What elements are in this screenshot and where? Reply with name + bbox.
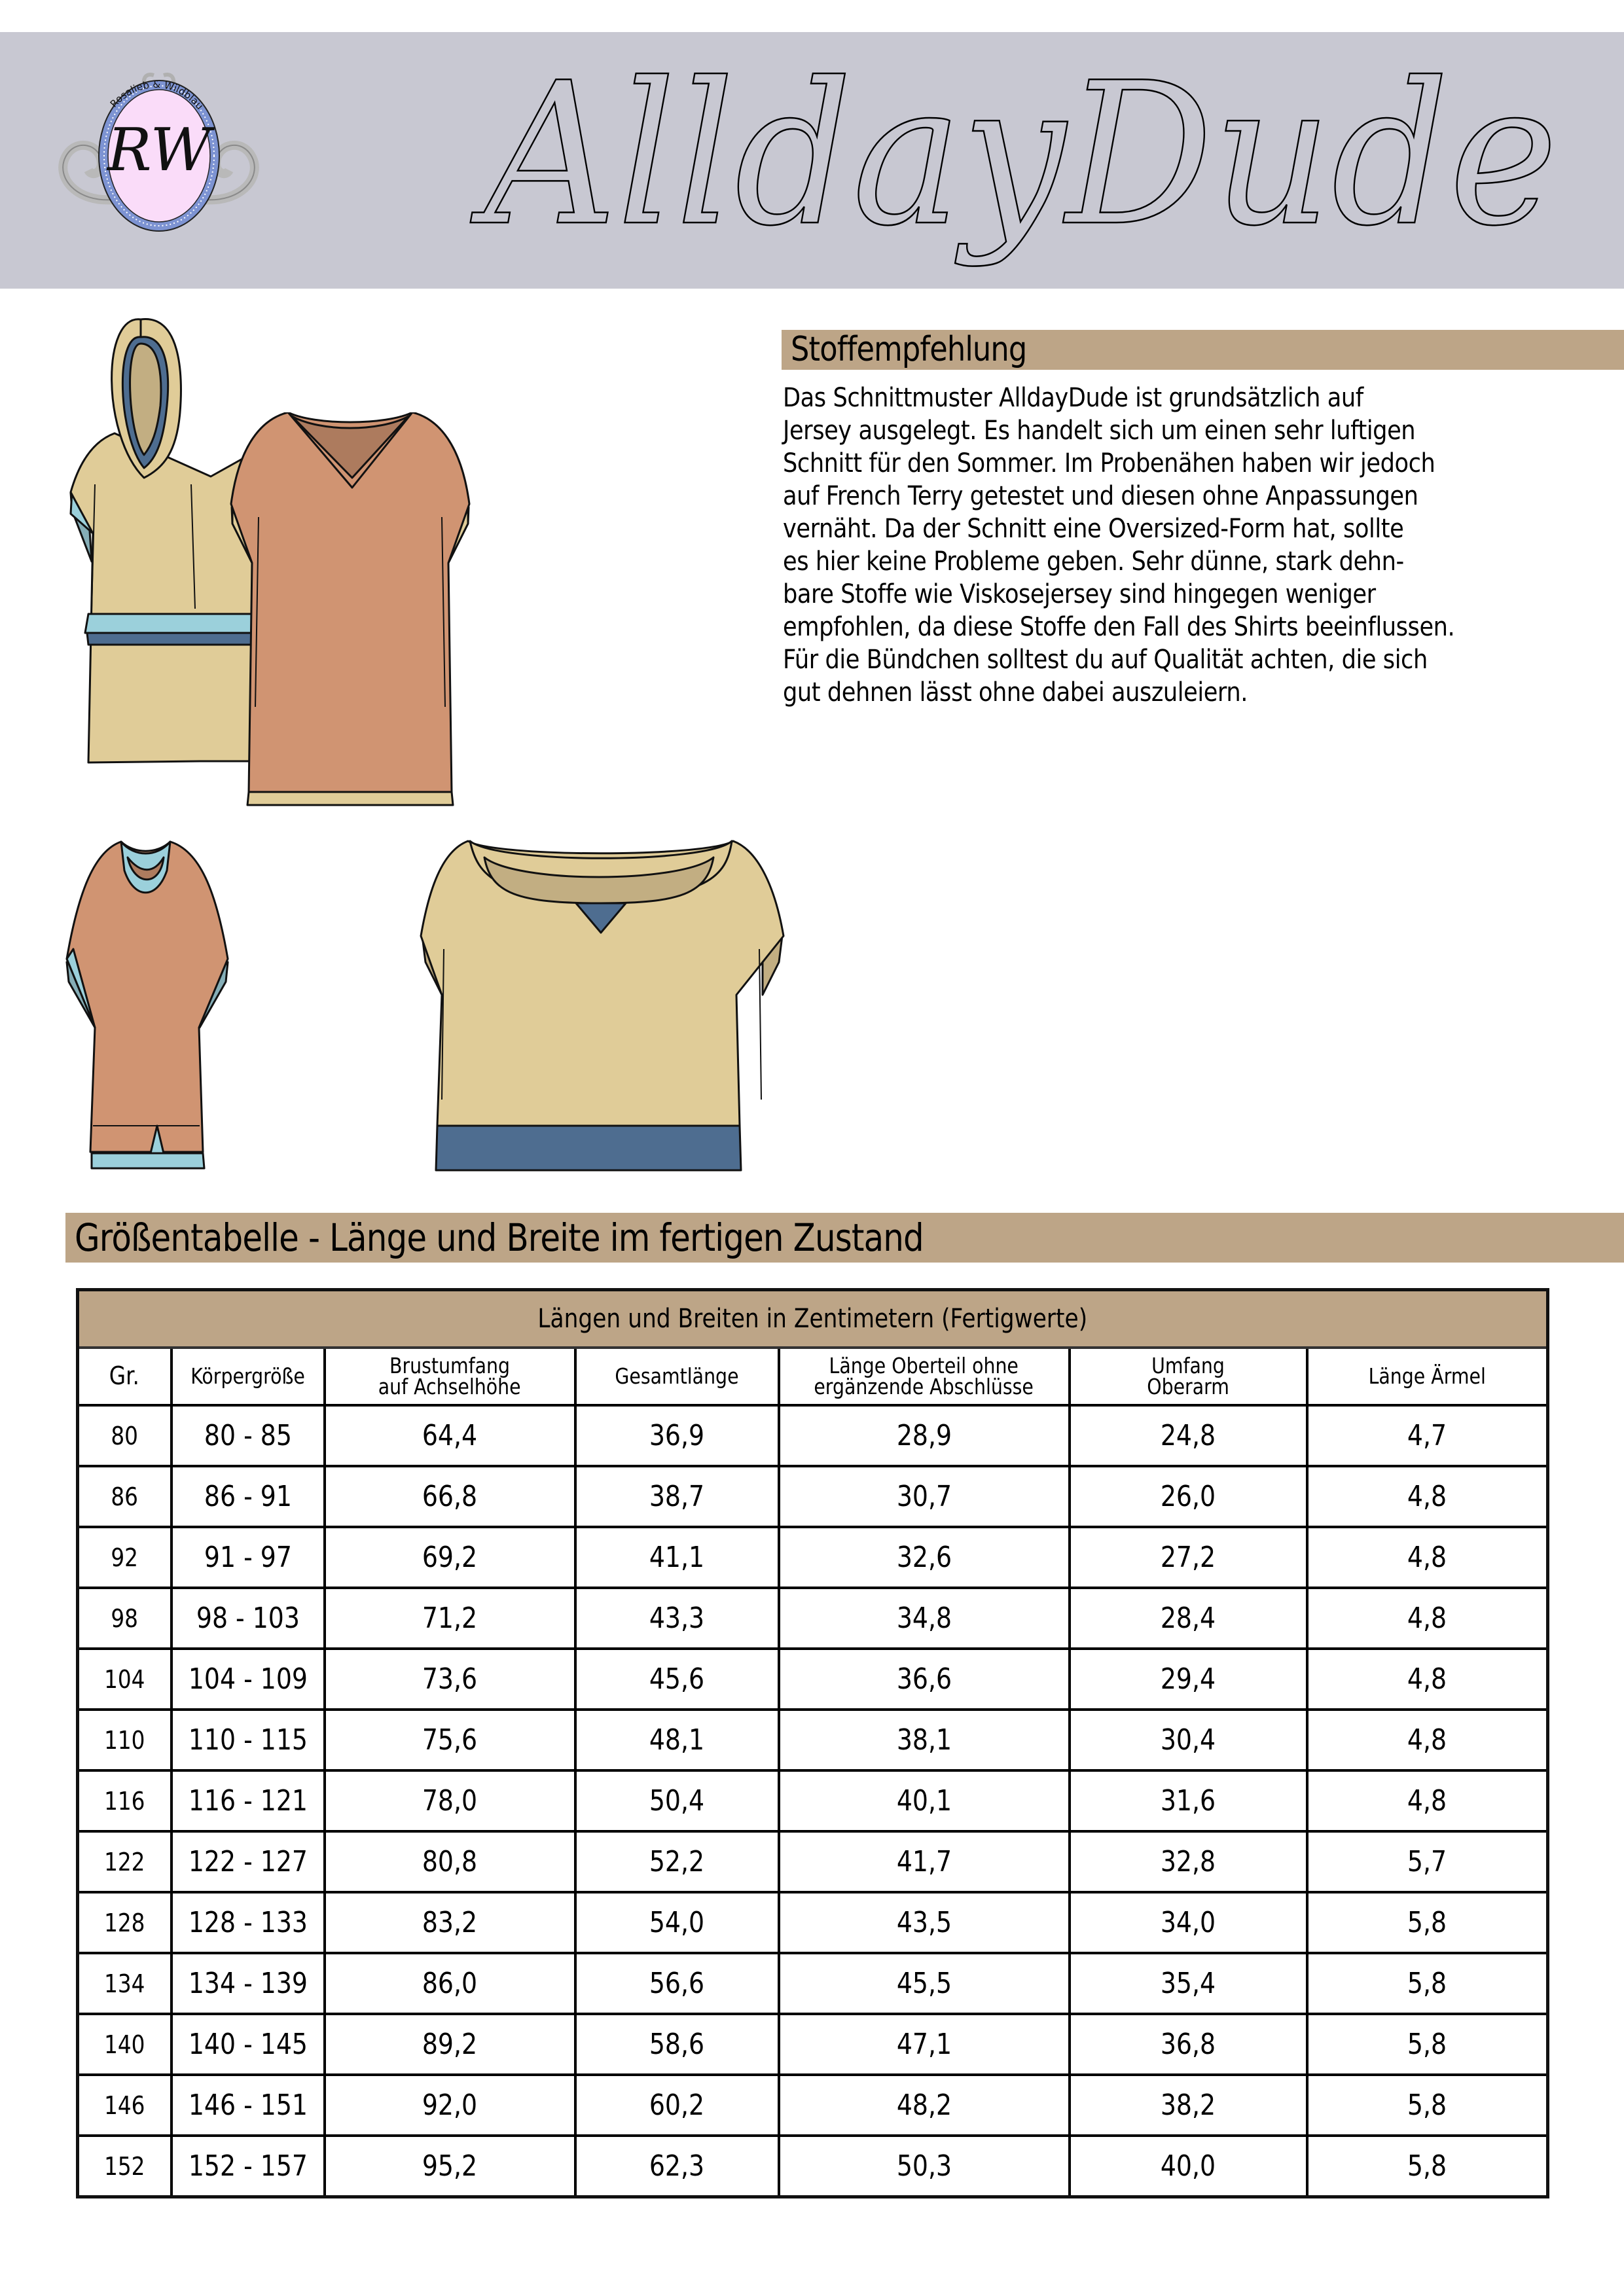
table-row [78,1405,1548,1466]
cell-total-length: 54,0 [575,1892,779,1953]
table-row [78,1770,1548,1831]
cell-sleeve-length: 5,8 [1307,1892,1548,1953]
text-line: bare Stoffe wie Viskosejersey sind hingegen weniger [783,579,1376,609]
table-header-row [78,1348,1548,1405]
fabric-heading: Stoffempfehlung [791,330,1027,369]
cell-upper-arm: 30,4 [1070,1710,1307,1770]
cell-sleeve-length: 5,7 [1307,1831,1548,1892]
cell-upper-arm: 38,2 [1070,2075,1307,2136]
cell-upper-arm: 32,8 [1070,1831,1307,1892]
roundneck-shirt-illustration [65,838,406,1178]
cell-size: 134 [78,1953,171,2014]
cell-body-height: 116 - 121 [171,1770,325,1831]
cell-upper-arm: 26,0 [1070,1466,1307,1527]
cell-total-length: 52,2 [575,1831,779,1892]
title-text: AlldayDude [470,41,1558,269]
cell-size: 80 [78,1405,171,1466]
cell-upper-arm: 40,0 [1070,2136,1307,2197]
cell-total-length: 58,6 [575,2014,779,2075]
cell-chest: 66,8 [325,1466,575,1527]
cell-size: 104 [78,1649,171,1710]
text-line: gut dehnen lässt ohne dabei auszuleiern. [783,677,1248,708]
cell-total-length: 43,3 [575,1588,779,1649]
cell-size: 152 [78,2136,171,2197]
cell-body-length: 48,2 [779,2075,1070,2136]
cell-size: 122 [78,1831,171,1892]
cell-size: 98 [78,1588,171,1649]
cell-sleeve-length: 5,8 [1307,2136,1548,2197]
cell-body-height: 91 - 97 [171,1527,325,1588]
cell-sleeve-length: 4,8 [1307,1649,1548,1710]
cell-sleeve-length: 5,8 [1307,1953,1548,2014]
table-row [78,1588,1548,1649]
cell-size: 128 [78,1892,171,1953]
cell-upper-arm: 35,4 [1070,1953,1307,2014]
cell-body-length: 43,5 [779,1892,1070,1953]
cell-total-length: 36,9 [575,1405,779,1466]
cell-chest: 75,6 [325,1710,575,1770]
cowlneck-shirt-illustration [419,838,785,1178]
text-line: auf French Terry getestet und diesen ohne Anpassungen [783,481,1418,511]
table-row [78,1892,1548,1953]
table-row [78,1466,1548,1527]
col-size: Gr. [78,1348,171,1405]
cell-upper-arm: 31,6 [1070,1770,1307,1831]
cell-body-length: 38,1 [779,1710,1070,1770]
cell-size: 116 [78,1770,171,1831]
cell-body-length: 47,1 [779,2014,1070,2075]
cell-sleeve-length: 4,8 [1307,1588,1548,1649]
col-body-length: Länge Oberteil ohne ergänzende Abschlüsse [779,1348,1070,1405]
text-line: Schnitt für den Sommer. Im Probenähen haben wir jedoch [783,448,1435,478]
cell-upper-arm: 27,2 [1070,1527,1307,1588]
text-line: Das Schnittmuster AlldayDude ist grundsätzlich auf [783,383,1363,413]
cell-body-height: 110 - 115 [171,1710,325,1770]
cell-body-length: 30,7 [779,1466,1070,1527]
cell-upper-arm: 24,8 [1070,1405,1307,1466]
cell-total-length: 38,7 [575,1466,779,1527]
cell-body-height: 152 - 157 [171,2136,325,2197]
cell-body-length: 50,3 [779,2136,1070,2197]
cell-chest: 73,6 [325,1649,575,1710]
col-upper-arm: Umfang Oberarm [1070,1348,1307,1405]
size-table-heading: Größentabelle - Länge und Breite im fertigen Zustand [75,1215,924,1260]
text-line: empfohlen, da diese Stoffe den Fall des Shirts beeinflussen. [783,612,1455,642]
cell-total-length: 45,6 [575,1649,779,1710]
table-row [78,1831,1548,1892]
cell-body-height: 146 - 151 [171,2075,325,2136]
cell-chest: 89,2 [325,2014,575,2075]
vneck-shirt-illustration [229,412,471,818]
text-line: Jersey ausgelegt. Es handelt sich um einen sehr luftigen [783,416,1416,446]
cell-total-length: 60,2 [575,2075,779,2136]
cell-body-height: 122 - 127 [171,1831,325,1892]
table-row [78,1527,1548,1588]
cell-body-length: 45,5 [779,1953,1070,2014]
cell-body-height: 134 - 139 [171,1953,325,2014]
table-row [78,1710,1548,1770]
cell-body-length: 40,1 [779,1770,1070,1831]
text-line: es hier keine Probleme geben. Sehr dünne, stark dehn- [783,547,1404,577]
cell-size: 92 [78,1527,171,1588]
cell-size: 146 [78,2075,171,2136]
text-line: Für die Bündchen solltest du auf Qualität achten, die sich [783,645,1428,675]
cell-chest: 80,8 [325,1831,575,1892]
cell-total-length: 50,4 [575,1770,779,1831]
col-total-length: Gesamtlänge [575,1348,779,1405]
monogram-text: RW [107,116,211,185]
cell-chest: 92,0 [325,2075,575,2136]
cell-body-height: 86 - 91 [171,1466,325,1527]
cell-size: 110 [78,1710,171,1770]
brand-name-text: Rosalieb & Wildblau [107,78,206,112]
cell-chest: 78,0 [325,1770,575,1831]
cell-chest: 64,4 [325,1405,575,1466]
cell-body-height: 104 - 109 [171,1649,325,1710]
page-title [458,26,1610,314]
col-body-height: Körpergröße [171,1348,325,1405]
cell-chest: 95,2 [325,2136,575,2197]
cell-total-length: 62,3 [575,2136,779,2197]
fabric-description [783,382,1614,709]
cell-body-length: 36,6 [779,1649,1070,1710]
cell-body-length: 41,7 [779,1831,1070,1892]
cell-chest: 69,2 [325,1527,575,1588]
cell-upper-arm: 36,8 [1070,2014,1307,2075]
cell-body-height: 80 - 85 [171,1405,325,1466]
table-row [78,1953,1548,2014]
cell-sleeve-length: 4,8 [1307,1527,1548,1588]
cell-size: 140 [78,2014,171,2075]
cell-sleeve-length: 4,8 [1307,1466,1548,1527]
size-table [76,1288,1549,2198]
cell-body-length: 28,9 [779,1405,1070,1466]
cell-upper-arm: 28,4 [1070,1588,1307,1649]
size-table-heading-bar [65,1213,1624,1263]
cell-body-height: 128 - 133 [171,1892,325,1953]
col-sleeve-length: Länge Ärmel [1307,1348,1548,1405]
cell-chest: 71,2 [325,1588,575,1649]
cell-body-height: 98 - 103 [171,1588,325,1649]
cell-chest: 86,0 [325,1953,575,2014]
cell-total-length: 56,6 [575,1953,779,2014]
table-row [78,2075,1548,2136]
cell-size: 86 [78,1466,171,1527]
cell-total-length: 41,1 [575,1527,779,1588]
brand-logo [36,46,285,242]
cell-sleeve-length: 4,8 [1307,1770,1548,1831]
cell-chest: 83,2 [325,1892,575,1953]
table-caption: Längen und Breiten in Zentimetern (Fertigwerte) [78,1290,1548,1348]
cell-sleeve-length: 5,8 [1307,2014,1548,2075]
table-row [78,1649,1548,1710]
fabric-heading-bar [782,330,1624,370]
cell-upper-arm: 34,0 [1070,1892,1307,1953]
cell-upper-arm: 29,4 [1070,1649,1307,1710]
cell-sleeve-length: 4,8 [1307,1710,1548,1770]
cell-sleeve-length: 4,7 [1307,1405,1548,1466]
col-chest: Brustumfang auf Achselhöhe [325,1348,575,1405]
cell-total-length: 48,1 [575,1710,779,1770]
cell-sleeve-length: 5,8 [1307,2075,1548,2136]
cell-body-height: 140 - 145 [171,2014,325,2075]
table-row [78,2136,1548,2197]
cell-body-length: 32,6 [779,1527,1070,1588]
table-row [78,2014,1548,2075]
cell-body-length: 34,8 [779,1588,1070,1649]
text-line: vernäht. Da der Schnitt eine Oversized-Form hat, sollte [783,514,1404,544]
